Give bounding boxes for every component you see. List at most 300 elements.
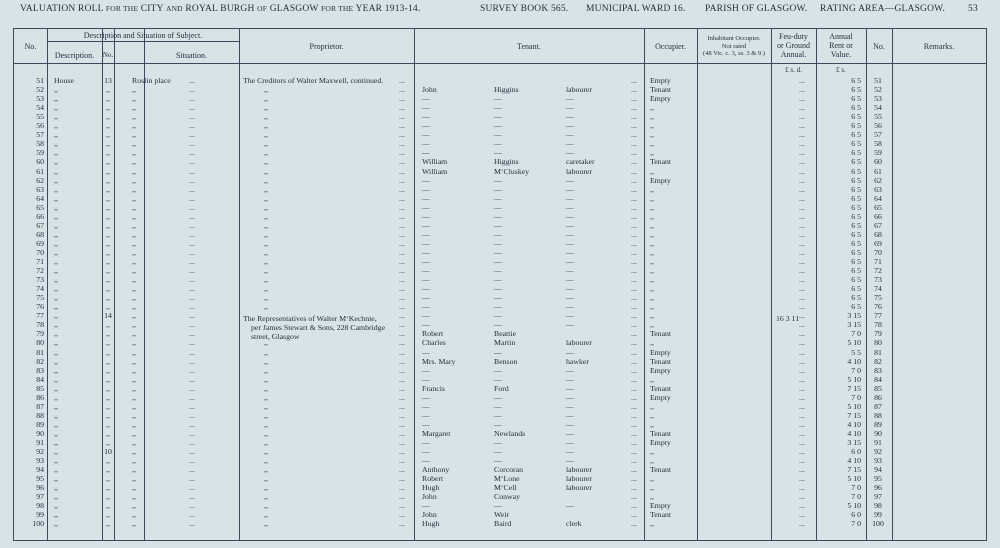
row-description: ,,: [54, 410, 58, 420]
table-row: [14, 338, 986, 347]
row-tenant-last: —: [494, 410, 502, 420]
leader-dots: ...: [799, 483, 805, 493]
row-description: ,,: [54, 428, 58, 438]
row-no: 59: [36, 148, 44, 158]
row-situation: ,,: [132, 428, 136, 438]
row-description: ,,: [54, 238, 58, 248]
feu-line2: or Ground: [776, 41, 811, 50]
row-situation: ,,: [132, 329, 136, 339]
row-tenant-last: —: [494, 438, 502, 447]
row-no: 99: [36, 510, 44, 520]
row-description: ,,: [54, 320, 58, 330]
leader-dots: ...: [399, 148, 405, 158]
rent-line1: Annual: [829, 32, 853, 41]
row-rent: 6 5: [851, 175, 861, 185]
row-no: 53: [36, 94, 44, 104]
row-no: 65: [36, 202, 44, 212]
row-house-number: ,,: [106, 320, 110, 330]
leader-dots: ...: [799, 112, 805, 122]
row-no-right: 60: [874, 157, 882, 167]
row-no: 98: [36, 501, 44, 511]
leader-dots: ...: [799, 148, 805, 158]
col-feu-duty: [771, 32, 816, 59]
row-tenant-first: —: [422, 284, 430, 294]
row-no-right: 99: [874, 510, 882, 520]
row-rent: 6 5: [851, 94, 861, 104]
row-description: ,,: [54, 166, 58, 176]
leader-dots: ...: [799, 383, 805, 393]
row-no: 70: [36, 247, 44, 257]
leader-dots: ...: [799, 266, 805, 276]
leader-dots: ...: [799, 392, 805, 402]
row-no: 97: [36, 492, 44, 502]
row-description: ,,: [54, 184, 58, 194]
row-rent: 6 5: [851, 76, 861, 85]
leader-dots: ...: [399, 293, 405, 303]
row-no: 67: [36, 220, 44, 230]
leader-dots: ...: [399, 266, 405, 276]
row-tenant-first: —: [422, 94, 430, 104]
inhabitant-line2: Not rated: [721, 42, 747, 50]
row-tenant-occupation: —: [566, 211, 574, 221]
row-proprietor: ,,: [264, 510, 268, 520]
table-row: [14, 411, 986, 420]
row-tenant-last: —: [494, 456, 502, 466]
table-row: [14, 185, 986, 194]
row-proprietor: ,,: [264, 347, 268, 357]
row-description: ,,: [54, 257, 58, 266]
leader-dots: ...: [799, 501, 805, 511]
leader-dots: ...: [799, 293, 805, 303]
row-rent: 6 5: [851, 202, 861, 212]
row-rent: 6 5: [851, 139, 861, 149]
table-row: [14, 266, 986, 275]
row-house-number: ,,: [106, 365, 110, 375]
table-row: [14, 167, 986, 176]
row-situation: ,,: [132, 157, 136, 167]
table-row: [14, 438, 986, 447]
row-occupier: ,,: [650, 492, 654, 502]
table-row: [14, 420, 986, 429]
leader-dots: ...: [799, 428, 805, 438]
row-occupier: Empty: [650, 347, 671, 357]
row-rent: 6 5: [851, 166, 861, 176]
leader-dots: ...: [189, 193, 195, 203]
leader-dots: ...: [799, 211, 805, 221]
leader-dots: ...: [189, 492, 195, 502]
row-tenant-last: —: [494, 311, 502, 321]
row-house-number: ,,: [106, 492, 110, 502]
row-house-number: ,,: [106, 465, 110, 475]
row-no-right: 86: [874, 392, 882, 402]
leader-dots: ...: [799, 338, 805, 348]
leader-dots: ...: [189, 501, 195, 511]
row-rent: 7 0: [851, 519, 861, 529]
row-situation: ,,: [132, 519, 136, 529]
row-occupier: Tenant: [650, 383, 672, 393]
leader-dots: ...: [189, 202, 195, 212]
row-tenant-first: —: [422, 202, 430, 212]
leader-dots: ...: [189, 175, 195, 185]
row-description: ,,: [54, 229, 58, 239]
row-tenant-last: —: [494, 347, 502, 357]
row-tenant-last: Martin: [494, 338, 516, 348]
leader-dots: ...: [399, 220, 405, 230]
leader-dots: ...: [631, 193, 637, 203]
leader-dots: ...: [399, 447, 405, 457]
row-occupier: ,,: [650, 519, 654, 529]
leader-dots: ...: [399, 184, 405, 194]
row-no: 79: [36, 329, 44, 339]
leader-dots: ...: [189, 238, 195, 248]
leader-dots: ...: [631, 139, 637, 149]
row-rent: 4 10: [847, 356, 861, 366]
row-no: 73: [36, 275, 44, 285]
table-row: [14, 157, 986, 166]
row-tenant-first: Robert: [422, 474, 444, 484]
row-rent: 5 10: [847, 501, 861, 511]
row-description: ,,: [54, 85, 58, 95]
row-no: 80: [36, 338, 44, 348]
row-no-right: 61: [874, 166, 882, 176]
row-no-right: 95: [874, 474, 882, 484]
row-proprietor: ,,: [264, 284, 268, 294]
row-description: ,,: [54, 365, 58, 375]
row-rent: 4 10: [847, 428, 861, 438]
leader-dots: ...: [631, 329, 637, 339]
col-remarks: Remarks.: [923, 42, 955, 51]
row-description: ,,: [54, 112, 58, 122]
row-tenant-occupation: —: [566, 410, 574, 420]
row-no: 75: [36, 293, 44, 303]
leader-dots: ...: [399, 76, 405, 85]
row-proprietor: ,,: [264, 247, 268, 257]
leader-dots: ...: [189, 112, 195, 122]
row-tenant-first: Anthony: [422, 465, 450, 475]
row-house-number: ,,: [106, 112, 110, 122]
row-tenant-last: —: [494, 202, 502, 212]
table-row: [14, 465, 986, 474]
table-row: [14, 194, 986, 203]
row-no: 91: [36, 438, 44, 447]
leader-dots: ...: [799, 347, 805, 357]
row-description: ,,: [54, 220, 58, 230]
row-no: 56: [36, 121, 44, 131]
row-no: 82: [36, 356, 44, 366]
leader-dots: ...: [189, 76, 195, 85]
row-occupier: ,,: [650, 419, 654, 429]
row-no-right: 80: [874, 338, 882, 348]
leader-dots: ...: [189, 229, 195, 239]
row-occupier: Tenant: [650, 510, 672, 520]
leader-dots: ...: [799, 410, 805, 420]
leader-dots: ...: [189, 130, 195, 140]
proprietor-2-line1: The Representatives of Walter M‘Kechnie,: [243, 314, 377, 323]
row-tenant-first: —: [422, 220, 430, 230]
leader-dots: ...: [399, 202, 405, 212]
row-occupier: Tenant: [650, 428, 672, 438]
row-proprietor: ,,: [264, 184, 268, 194]
leader-dots: ...: [189, 157, 195, 167]
leader-dots: ...: [799, 247, 805, 257]
row-proprietor: ,,: [264, 166, 268, 176]
row-no-right: 73: [874, 275, 882, 285]
table-row: [14, 76, 986, 85]
row-situation: ,,: [132, 447, 136, 457]
row-rent: 3 15: [847, 311, 861, 321]
row-proprietor: ,,: [264, 419, 268, 429]
row-proprietor: ,,: [264, 519, 268, 529]
row-description: ,,: [54, 401, 58, 411]
inhabitant-line1: Inhabitant Occupier.: [707, 35, 761, 42]
leader-dots: ...: [399, 401, 405, 411]
table-row: [14, 148, 986, 157]
row-no: 66: [36, 211, 44, 221]
row-tenant-occupation: —: [566, 94, 574, 104]
row-rent: 6 5: [851, 184, 861, 194]
row-proprietor: ,,: [264, 338, 268, 348]
leader-dots: ...: [799, 438, 805, 447]
leader-dots: ...: [399, 347, 405, 357]
row-description: ,,: [54, 121, 58, 131]
leader-dots: ...: [399, 365, 405, 375]
row-tenant-first: —: [422, 184, 430, 194]
leader-dots: ...: [399, 175, 405, 185]
row-situation: ,,: [132, 166, 136, 176]
leader-dots: ...: [631, 438, 637, 447]
row-description: ,,: [54, 247, 58, 257]
table-row: [14, 447, 986, 456]
row-tenant-first: —: [422, 175, 430, 185]
leader-dots: ...: [399, 320, 405, 330]
table-row: [14, 366, 986, 375]
row-occupier: ,,: [650, 247, 654, 257]
leader-dots: ...: [631, 94, 637, 104]
leader-dots: ...: [399, 139, 405, 149]
row-tenant-first: —: [422, 401, 430, 411]
row-rent: 6 5: [851, 229, 861, 239]
row-house-number: ,,: [106, 392, 110, 402]
table-row: [14, 492, 986, 501]
row-occupier: ,,: [650, 320, 654, 330]
row-situation: ,,: [132, 112, 136, 122]
leader-dots: ...: [799, 175, 805, 185]
row-proprietor: ,,: [264, 302, 268, 312]
row-no-right: 90: [874, 428, 882, 438]
leader-dots: ...: [189, 474, 195, 484]
leader-dots: ...: [799, 365, 805, 375]
table-row: [14, 112, 986, 121]
row-proprietor: ,,: [264, 428, 268, 438]
leader-dots: ...: [399, 302, 405, 312]
row-proprietor: ,,: [264, 202, 268, 212]
row-no: 93: [36, 456, 44, 466]
row-tenant-occupation: —: [566, 257, 574, 266]
row-tenant-last: Baird: [494, 519, 512, 529]
row-no-right: 96: [874, 483, 882, 493]
col-house-no: No.: [102, 51, 114, 59]
leader-dots: ...: [631, 284, 637, 294]
row-no: 83: [36, 365, 44, 375]
row-situation: ,,: [132, 202, 136, 212]
row-occupier: ,,: [650, 166, 654, 176]
row-description: ,,: [54, 293, 58, 303]
leader-dots: ...: [399, 193, 405, 203]
row-rent: 6 5: [851, 275, 861, 285]
leader-dots: ...: [799, 202, 805, 212]
leader-dots: ...: [399, 428, 405, 438]
row-tenant-last: —: [494, 184, 502, 194]
row-no: 60: [36, 157, 44, 167]
leader-dots: ...: [189, 211, 195, 221]
row-rent: 7 15: [847, 465, 861, 475]
row-occupier: Tenant: [650, 329, 672, 339]
proprietor-1: The Creditors of Walter Maxwell, continued.: [243, 76, 384, 85]
row-occupier: ,,: [650, 103, 654, 113]
row-occupier: ,,: [650, 202, 654, 212]
row-occupier: Tenant: [650, 157, 672, 167]
row-rent: 6 5: [851, 148, 861, 158]
leader-dots: ...: [189, 247, 195, 257]
leader-dots: ...: [631, 338, 637, 348]
row-proprietor: ,,: [264, 275, 268, 285]
row-house-number: ,,: [106, 238, 110, 248]
row-house-number: ,,: [106, 247, 110, 257]
leader-dots: ...: [631, 428, 637, 438]
row-no: 57: [36, 130, 44, 140]
row-proprietor: ,,: [264, 229, 268, 239]
row-tenant-last: Weir: [494, 510, 509, 520]
row-tenant-occupation: —: [566, 284, 574, 294]
leader-dots: ...: [399, 238, 405, 248]
row-situation: ,,: [132, 419, 136, 429]
row-house-number: ,,: [106, 293, 110, 303]
row-no: 68: [36, 229, 44, 239]
row-house-number: ,,: [106, 184, 110, 194]
table-row: [14, 375, 986, 384]
leader-dots: ...: [799, 492, 805, 502]
row-proprietor: ,,: [264, 501, 268, 511]
row-situation: ,,: [132, 492, 136, 502]
row-description: ,,: [54, 447, 58, 457]
row-no-right: 68: [874, 229, 882, 239]
table-row: [14, 311, 986, 320]
leader-dots: ...: [631, 456, 637, 466]
leader-dots: ...: [189, 275, 195, 285]
row-occupier: ,,: [650, 311, 654, 321]
leader-dots: ...: [631, 202, 637, 212]
row-no-right: 92: [874, 447, 882, 457]
leader-dots: ...: [631, 121, 637, 131]
row-situation: ,,: [132, 275, 136, 285]
leader-dots: ...: [799, 374, 805, 384]
row-tenant-first: —: [422, 347, 430, 357]
table-row: [14, 302, 986, 311]
parish: PARISH OF GLASGOW.: [705, 4, 808, 14]
row-tenant-first: —: [422, 112, 430, 122]
leader-dots: ...: [799, 465, 805, 475]
row-tenant-last: —: [494, 211, 502, 221]
row-no-right: 91: [874, 438, 882, 447]
row-tenant-first: —: [422, 130, 430, 140]
row-no: 64: [36, 193, 44, 203]
leader-dots: ...: [399, 257, 405, 266]
row-tenant-occupation: labourer: [566, 465, 592, 475]
leader-dots: ...: [189, 392, 195, 402]
row-occupier: ,,: [650, 447, 654, 457]
row-proprietor: ,,: [264, 456, 268, 466]
row-no-right: 75: [874, 293, 882, 303]
row-no: 52: [36, 85, 44, 95]
row-no-right: 65: [874, 202, 882, 212]
row-tenant-first: —: [422, 103, 430, 113]
col-annual-rent: [816, 32, 866, 59]
row-tenant-first: —: [422, 139, 430, 149]
leader-dots: ...: [189, 94, 195, 104]
col-inhabitant: [697, 35, 771, 58]
page-number: 53: [968, 4, 978, 14]
leader-dots: ...: [399, 519, 405, 529]
row-no-right: 93: [874, 456, 882, 466]
row-tenant-occupation: —: [566, 302, 574, 312]
row-no: 81: [36, 347, 44, 357]
leader-dots: ...: [189, 311, 195, 321]
row-tenant-first: William: [422, 157, 448, 167]
table-row: [14, 248, 986, 257]
row-proprietor: ,,: [264, 447, 268, 457]
row-tenant-first: John: [422, 492, 437, 502]
row-tenant-occupation: —: [566, 193, 574, 203]
leader-dots: ...: [799, 510, 805, 520]
leader-dots: ...: [799, 284, 805, 294]
row-situation: ,,: [132, 293, 136, 303]
row-proprietor: ,,: [264, 356, 268, 366]
leader-dots: ...: [631, 157, 637, 167]
row-proprietor: ,,: [264, 293, 268, 303]
leader-dots: ...: [631, 85, 637, 95]
row-tenant-last: —: [494, 94, 502, 104]
leader-dots: ...: [189, 465, 195, 475]
row-tenant-occupation: —: [566, 275, 574, 285]
row-no-right: 85: [874, 383, 882, 393]
row-situation: ,,: [132, 220, 136, 230]
row-occupier: Empty: [650, 365, 671, 375]
row-no-right: 67: [874, 220, 882, 230]
leader-dots: ...: [631, 401, 637, 411]
row-house-number: ,,: [106, 438, 110, 447]
row-proprietor: ,,: [264, 103, 268, 113]
row-house-number: ,,: [106, 419, 110, 429]
row-tenant-first: Hugh: [422, 483, 440, 493]
row-rent: 6 5: [851, 238, 861, 248]
row-proprietor: ,,: [264, 220, 268, 230]
row-occupier: ,,: [650, 148, 654, 158]
row-no-right: 100: [872, 519, 884, 529]
row-rent: 6 5: [851, 293, 861, 303]
row-rent: 6 5: [851, 130, 861, 140]
leader-dots: ...: [189, 166, 195, 176]
leader-dots: ...: [399, 275, 405, 285]
row-situation: ,,: [132, 85, 136, 95]
row-tenant-last: Corcoran: [494, 465, 524, 475]
row-situation: ,,: [132, 438, 136, 447]
row-occupier: ,,: [650, 266, 654, 276]
row-occupier: Empty: [650, 94, 671, 104]
row-house-number: ,,: [106, 211, 110, 221]
row-house-number: ,,: [106, 519, 110, 529]
table-row: [14, 221, 986, 230]
row-tenant-first: —: [422, 229, 430, 239]
